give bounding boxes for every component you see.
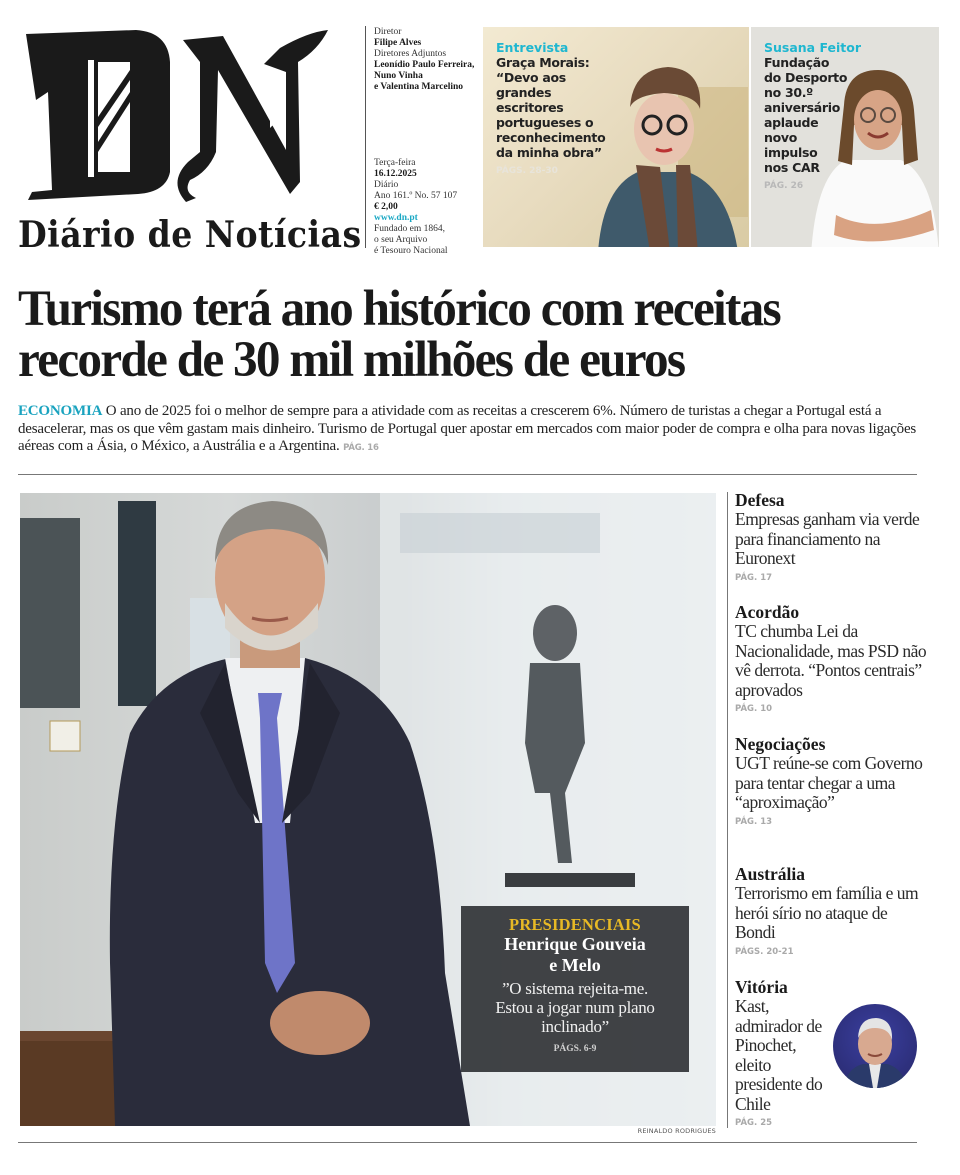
deputy-names-2: Nuno Vinha bbox=[374, 71, 423, 81]
teaser-susana-feitor[interactable] bbox=[751, 27, 939, 247]
brief-australia[interactable] bbox=[735, 864, 930, 957]
teaser-kicker: Entrevista bbox=[496, 40, 569, 55]
avatar-kast bbox=[833, 1004, 917, 1088]
founded-2: o seu Arquivo bbox=[374, 235, 428, 245]
brief-page-ref: PÁGS. 20-21 bbox=[735, 946, 794, 957]
sidebar-divider bbox=[727, 492, 728, 1128]
feature-page-ref: PÁGS. 6-9 bbox=[553, 1044, 597, 1054]
brief-page-ref: PÁG. 17 bbox=[735, 572, 773, 583]
brief-kicker: Vitória bbox=[735, 977, 788, 997]
teaser-headline-line: do Desporto bbox=[764, 70, 848, 85]
teaser-headline-line: escritores bbox=[496, 100, 564, 115]
teaser-headline-line: no 30.º bbox=[764, 85, 813, 100]
feature-quote-3: inclinado” bbox=[541, 1017, 609, 1036]
teaser-headline-line: Graça Morais: bbox=[496, 55, 590, 70]
lead-headline-line-2: recorde de 30 mil milhões de euros bbox=[18, 332, 685, 388]
lead-lede bbox=[18, 403, 923, 458]
feature-quote-2: Estou a jogar num plano bbox=[495, 998, 655, 1017]
feature-kicker: PRESIDENCIAIS bbox=[509, 915, 641, 934]
masthead-divider bbox=[365, 26, 366, 248]
brief-kicker: Negociações bbox=[735, 734, 826, 754]
founded-1: Fundado em 1864, bbox=[374, 224, 445, 234]
brief-page-ref: PÁG. 13 bbox=[735, 816, 773, 827]
teaser-interview-text bbox=[496, 40, 605, 179]
brief-text: UGT reúne-se com Governo para tentar chegar a uma “aproximação” bbox=[735, 753, 923, 812]
feature-name-1: Henrique Gouveia bbox=[504, 934, 646, 954]
teaser-headline-line: aplaude bbox=[764, 115, 819, 130]
teaser-page-ref: PÁGS. 28-30 bbox=[496, 166, 558, 176]
bottom-divider bbox=[18, 1142, 917, 1143]
teaser-headline-line: grandes bbox=[496, 85, 552, 100]
edition-box bbox=[374, 158, 479, 257]
lead-headline[interactable] bbox=[18, 281, 915, 388]
edition-weekday: Terça-feira bbox=[374, 158, 416, 168]
portrait-kast-icon bbox=[833, 1004, 917, 1088]
brief-page-ref: PÁG. 25 bbox=[735, 1118, 773, 1128]
lead-headline-line-1: Turismo terá ano histórico com receitas bbox=[18, 281, 780, 337]
masthead-logo[interactable] bbox=[18, 22, 362, 256]
brief-text: Kast, admirador de Pinochet, eleito presidente do Chile bbox=[735, 996, 823, 1114]
brief-text: Terrorismo em família e um herói sírio no ataque de Bondi bbox=[735, 883, 919, 942]
feature-name-2: e Melo bbox=[549, 955, 601, 975]
edition-date: 16.12.2025 bbox=[374, 169, 417, 179]
brief-text: Empresas ganham via verde para financiamento na Euronext bbox=[735, 509, 920, 568]
feature-caption-box[interactable] bbox=[461, 906, 689, 1072]
teaser-headline-line: aniversário bbox=[764, 100, 841, 115]
deputies-label: Diretores Adjuntos bbox=[374, 49, 447, 59]
teaser-headline-line: portugueses o bbox=[496, 115, 594, 130]
brief-kicker: Austrália bbox=[735, 864, 805, 884]
teaser-headline-line: nos CAR bbox=[764, 160, 820, 175]
deputy-names-3: e Valentina Marcelino bbox=[374, 82, 464, 92]
teaser-headline-line: Fundação bbox=[764, 55, 830, 70]
brief-kicker: Acordão bbox=[735, 602, 800, 622]
teaser-kicker: Susana Feitor bbox=[764, 40, 861, 55]
teaser-headline-line: “Devo aos bbox=[496, 70, 566, 85]
teaser-interview[interactable] bbox=[483, 27, 749, 247]
brief-kicker: Defesa bbox=[735, 490, 785, 510]
founded-3: é Tesouro Nacional bbox=[374, 246, 448, 256]
brief-acordao[interactable] bbox=[735, 602, 930, 714]
section-divider bbox=[18, 474, 917, 475]
deputy-names-1: Leonídio Paulo Ferreira, bbox=[374, 60, 475, 70]
dn-blackletter-logo-icon bbox=[18, 22, 336, 207]
director-label: Diretor bbox=[374, 27, 402, 37]
lede-text: O ano de 2025 foi o melhor de sempre para a atividade com as receitas a crescerem 6%. Número de turistas a chegar a Portugal está a desacelerar, mas os que vêm gastam mais dinheiro. Turismo de Portugal quer apostar em mercados com maior poder de compra e olha para novas ligações aéreas com a Ásia, o México, a Austrália e a Argentina. bbox=[18, 403, 917, 454]
brief-page-ref: PÁG. 10 bbox=[735, 704, 773, 714]
edition-frequency: Diário bbox=[374, 180, 399, 190]
teaser-susana-text bbox=[764, 40, 861, 194]
teaser-headline-line: novo bbox=[764, 130, 798, 145]
section-label: ECONOMIA bbox=[18, 403, 103, 419]
photo-credit: REINALDO RODRIGUES bbox=[637, 1127, 716, 1135]
director-name: Filipe Alves bbox=[374, 38, 422, 48]
website-link[interactable]: www.dn.pt bbox=[374, 213, 418, 223]
logo-wordmark: Diário de Notícias bbox=[18, 214, 362, 256]
edition-price: € 2,00 bbox=[374, 202, 398, 212]
brief-text: TC chumba Lei da Nacionalidade, mas PSD não vê derrota. “Pontos centrais” aprovados bbox=[735, 621, 927, 700]
teaser-headline-line: reconhecimento bbox=[496, 130, 606, 145]
staff-box bbox=[374, 27, 479, 93]
feature-quote-1: ”O sistema rejeita-me. bbox=[502, 979, 648, 998]
lede-page-ref: PÁG. 16 bbox=[343, 443, 379, 453]
teaser-page-ref: PÁG. 26 bbox=[764, 181, 804, 191]
teaser-headline-line: da minha obra” bbox=[496, 145, 602, 160]
brief-defesa[interactable] bbox=[735, 490, 930, 583]
edition-volume: Ano 161.º No. 57 107 bbox=[374, 191, 458, 201]
brief-negociacoes[interactable] bbox=[735, 734, 930, 827]
feature-photo[interactable] bbox=[20, 493, 716, 1126]
teaser-headline-line: impulso bbox=[764, 145, 818, 160]
